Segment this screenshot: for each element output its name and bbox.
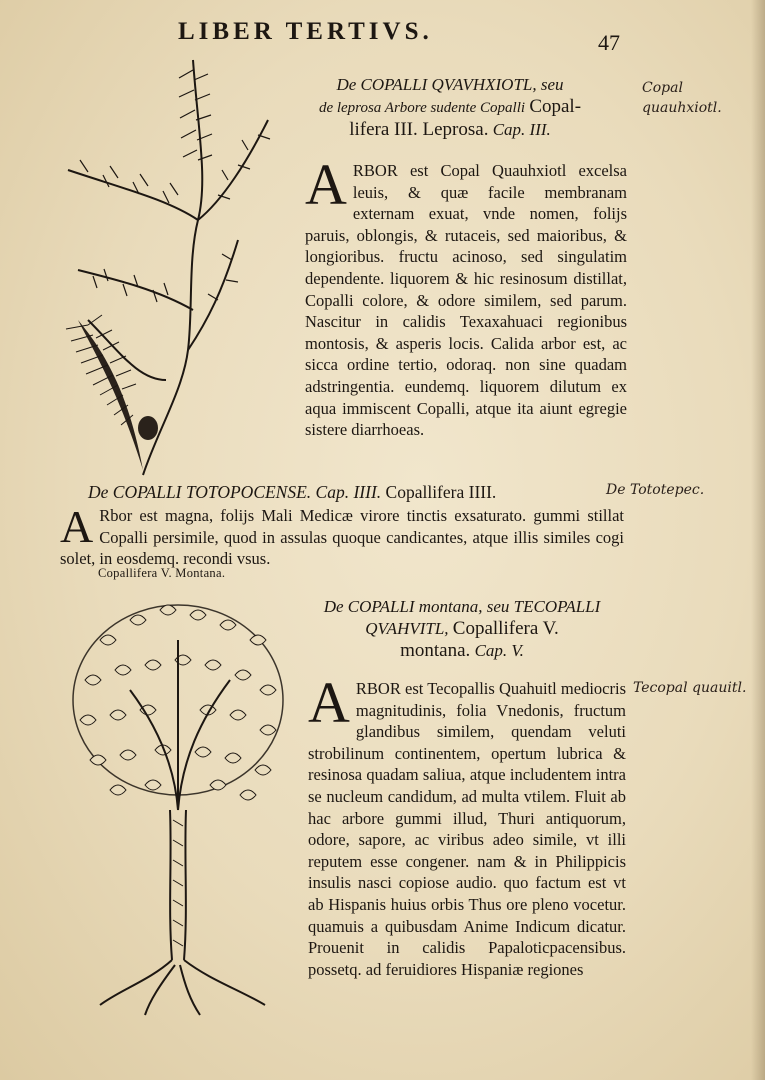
section2-heading-tail: Copallifera IIII.	[385, 482, 497, 502]
section2-dropcap: A	[60, 501, 94, 552]
section1-dropcap: A	[305, 152, 347, 217]
section3-text: RBOR est Tecopallis Quahuitl mediocris magnitudinis, folia Vnedonis, fructum glandibus similem, quendam veluti strobilinum continentem, opertum lubrica & resinosa quadam saliua, atque includentem intra se nucleum candidum, ad multa vtilem. Fluit ab hac arbore gummi illud, Thuri antiquorum, odore, sapore, ac viribus adeo simile, vt illi reputem esse congener. nam & in Philippicis insulis nasci copiose audio. quo factum est vt ab Hispanis huius orbis Thus ore pleno vocetur. quamuis a quibusdam Anime Indicum dicatur. Prouenit in calidis Papaloticpacensibus. possetq. ad feruidiores Hispaniæ regiones	[308, 679, 626, 979]
section2-heading	[88, 482, 496, 503]
section3-title-line2-tail: Copallifera V.	[452, 618, 559, 639]
section2-cap-label: Cap. IIII.	[315, 482, 382, 502]
section3-title	[288, 596, 636, 662]
section2-paragraph	[60, 501, 624, 570]
page-number: 47	[598, 30, 620, 55]
section3-paragraph	[308, 670, 626, 980]
margin-note-3: Tecopal quauitl.	[633, 680, 747, 696]
section3-title-line1: De COPALLI montana, seu TECOPALLI	[323, 597, 601, 616]
section2-heading-italic: De COPALLI TOTOPOCENSE.	[88, 482, 312, 502]
branch-woodcut-illustration	[48, 50, 298, 480]
section1-title	[270, 74, 630, 141]
section1-title-line2-tail: Copal-	[529, 96, 582, 117]
margin-note-1: Copal quauhxiotl.	[642, 80, 722, 116]
running-head: LIBER TERTIVS.	[178, 18, 433, 45]
section3-title-line2: QVAHVITL,	[365, 619, 449, 638]
section1-text: RBOR est Copal Quauhxiotl excelsa leuis, & quæ facile membranam externam exuat, vnde nomen, folijs paruis, oblongis, & rutaceis, sed maioribus, & longioribus. fructu acinoso, sed singulatim dependente. liquorem & hic resinosum distillat, Copalli colore, & odore similem, sed parum. Nascitur in calidis Texaxahuaci regionibus montosis, & asperis locis. Calida arbor est, ac sicca ordine tertio, odoraq. non sine quadam adstringentia. eundemq. liquorem dilutum ex aqua immiscent Copalli, atque ita aiunt egregie sistere diarrhoeas.	[305, 161, 627, 440]
section3-dropcap: A	[308, 670, 350, 735]
section1-cap-label: Cap. III.	[492, 120, 551, 139]
tree-woodcut-illustration	[60, 580, 295, 1020]
section2-text: Rbor est magna, folijs Mali Medicæ virore tinctis exsaturato. gummi stillat Copalli persimile, quod in assulas quoque candicantes, atque illis similes cogi solet, in eosdemq. recondi vsus.	[60, 506, 624, 569]
fig2-caption: Copallifera V. Montana.	[98, 566, 226, 580]
margin-note-2: De Tototepec.	[606, 482, 705, 498]
section1-paragraph	[305, 152, 627, 441]
section3-title-line3: montana.	[400, 640, 471, 661]
section1-title-line1: De COPALLI QVAVHXIOTL, seu	[336, 75, 564, 94]
page-edge-shadow	[751, 0, 765, 1080]
section1-title-line2: de leprosa Arbore sudente Copalli	[318, 100, 526, 116]
section1-title-line3: lifera III. Leprosa.	[349, 119, 489, 140]
section3-cap-label: Cap. V.	[474, 641, 524, 660]
